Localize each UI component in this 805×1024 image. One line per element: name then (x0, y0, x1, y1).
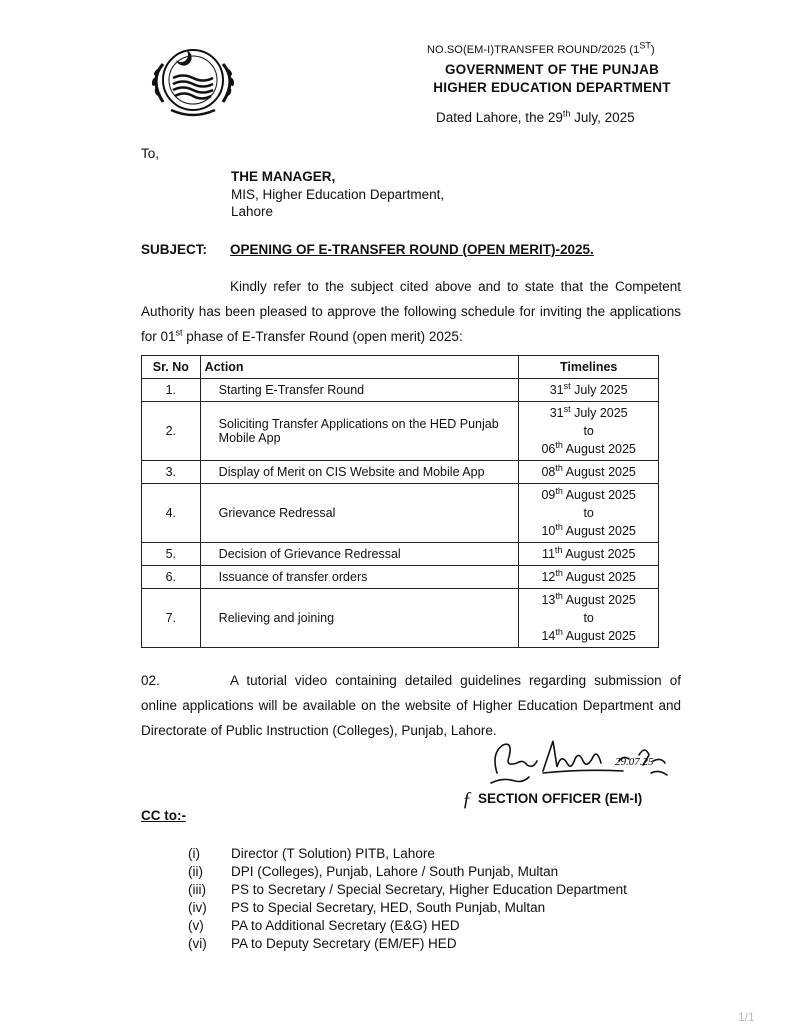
table-row (142, 589, 659, 648)
cc-list (188, 845, 627, 953)
signature-date: 29.07.25 (615, 756, 654, 768)
cell-timeline: 11th August 2025 (519, 543, 659, 566)
cell-timeline: 31st July 2025 (519, 379, 659, 402)
table-row (142, 543, 659, 566)
cc-item: (vi) PA to Deputy Secretary (EM/EF) HED (188, 936, 457, 951)
table-row (142, 379, 659, 402)
table-row (142, 461, 659, 484)
cell-action: Display of Merit on CIS Website and Mobile App (200, 461, 519, 484)
subject-text: OPENING OF E-TRANSFER ROUND (OPEN MERIT)-2025. (230, 242, 594, 257)
tutorial-paragraph: 02. A tutorial video containing detailed guidelines regarding submission of online applications will be available on the website of Higher Education Department and Directorate of Public Instruction (Colleges), Punjab, Lahore. (141, 673, 681, 738)
cell-timeline: 31st July 2025 to 06th August 2025 (519, 402, 659, 461)
cc-item: (iii) PS to Secretary / Special Secretary, Higher Education Department (188, 882, 627, 897)
addressee-title: THE MANAGER, (231, 169, 336, 184)
table-row (142, 566, 659, 589)
cell-action: Relieving and joining (200, 589, 519, 648)
department-heading: HIGHER EDUCATION DEPARTMENT (433, 80, 671, 95)
cell-sr-no: 6. (142, 566, 201, 589)
cell-sr-no: 7. (142, 589, 201, 648)
cell-sr-no: 4. (142, 484, 201, 543)
cell-sr-no: 5. (142, 543, 201, 566)
cc-item: (ii) DPI (Colleges), Punjab, Lahore / South Punjab, Multan (188, 864, 559, 879)
addressee-city: Lahore (231, 204, 274, 219)
cell-sr-no: 2. (142, 402, 201, 461)
cell-timeline: 13th August 2025 to 14th August 2025 (519, 589, 659, 648)
cell-action: Grievance Redressal (200, 484, 519, 543)
cell-sr-no: 1. (142, 379, 201, 402)
addressee-department: MIS, Higher Education Department, (231, 187, 445, 202)
section-officer: SECTION OFFICER (EM-I) (478, 791, 643, 806)
cell-action: Issuance of transfer orders (200, 566, 519, 589)
header-action: Action (200, 356, 519, 379)
cc-label: CC to:- (141, 808, 186, 823)
cell-action: Decision of Grievance Redressal (200, 543, 519, 566)
table-header-row (142, 356, 659, 379)
cc-item: (iv) PS to Special Secretary, HED, South Punjab, Multan (188, 900, 546, 915)
cell-timeline: 08th August 2025 (519, 461, 659, 484)
cell-timeline: 12th August 2025 (519, 566, 659, 589)
cell-action: Soliciting Transfer Applications on the HED Punjab Mobile App (200, 402, 519, 461)
reference-number: NO.SO(EM-I)TRANSFER ROUND/2025 (1ST) (427, 40, 655, 56)
schedule-table (141, 355, 659, 648)
table-row (142, 484, 659, 543)
flourish-mark: ƒ (462, 788, 472, 810)
cell-sr-no: 3. (142, 461, 201, 484)
subject-label: SUBJECT: (141, 242, 208, 257)
cc-item: (v) PA to Additional Secretary (E&G) HED (188, 918, 460, 933)
intro-paragraph: Kindly refer to the subject cited above and to state that the Competent Authority has been pleased to approve the following schedule for inviting the applications for 01st phase of E-Transfer Round (open merit) 2025: (141, 279, 681, 344)
header-sr-no: Sr. No (142, 356, 201, 379)
table-row (142, 402, 659, 461)
government-heading: GOVERNMENT OF THE PUNJAB (444, 62, 660, 77)
signature (483, 733, 673, 793)
government-emblem (143, 40, 243, 120)
cell-timeline: 09th August 2025 to 10th August 2025 (519, 484, 659, 543)
cc-item: (i) Director (T Solution) PITB, Lahore (188, 846, 435, 861)
cell-action: Starting E-Transfer Round (200, 379, 519, 402)
to-label: To, (141, 146, 160, 161)
dated-line: Dated Lahore, the 29th July, 2025 (436, 108, 635, 125)
page-indicator: 1/1 (738, 1010, 755, 1024)
header-timelines: Timelines (519, 356, 659, 379)
